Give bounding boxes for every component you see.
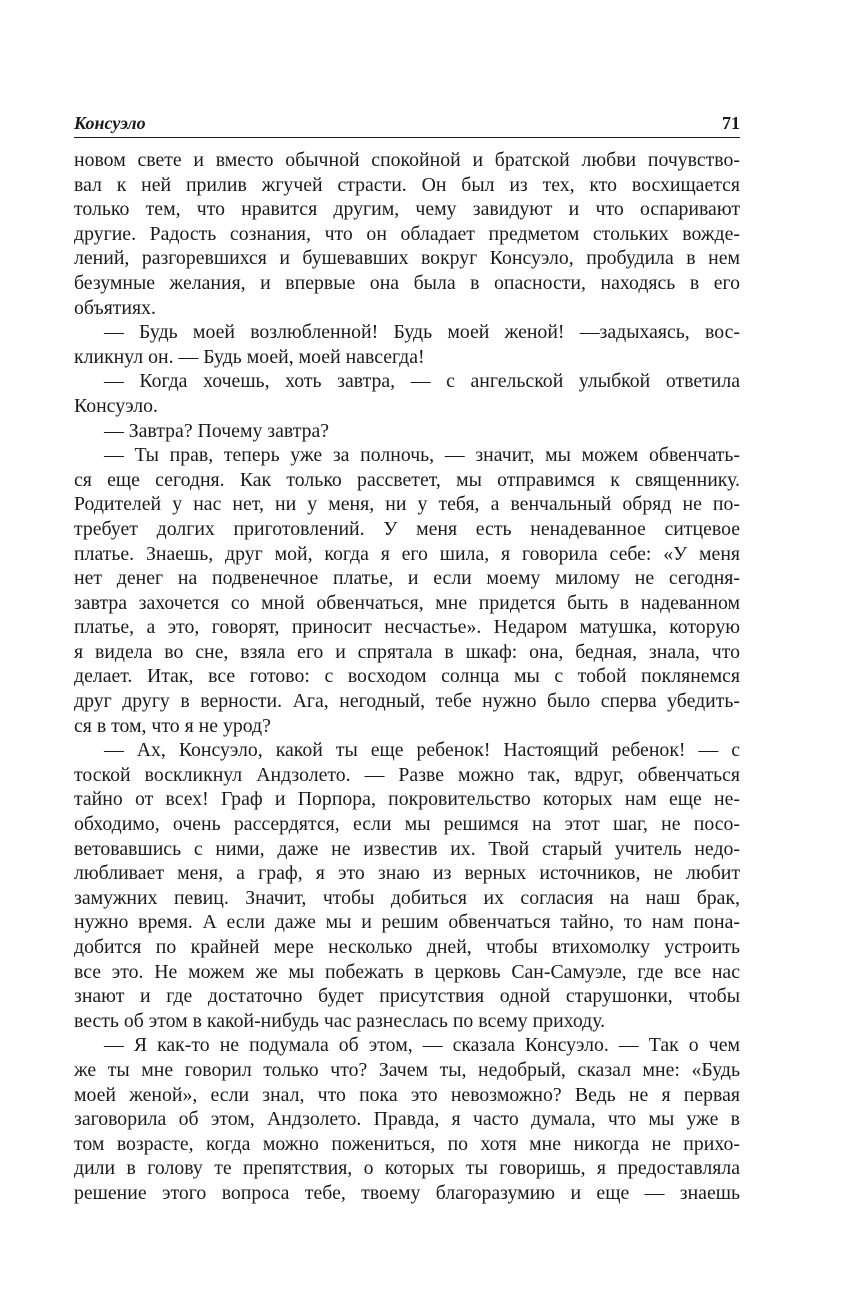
text-line: тоской воскликнул Андзолето. — Разве можно так, вдруг, обвенчаться bbox=[74, 763, 740, 786]
text-line: весть об этом в какой-нибудь час разнеслась по всему приходу. bbox=[74, 1009, 606, 1032]
body-text bbox=[74, 148, 740, 1206]
text-line: добится по крайней мере несколько дней, чтобы втихомолку устроить bbox=[74, 936, 740, 958]
text-line: другие. Радость сознания, что он обладает предметом стольких вожде- bbox=[74, 222, 740, 245]
text-line: любливает меня, а граф, я это знаю из верных источников, не любит bbox=[74, 862, 740, 885]
text-line: — Завтра? Почему завтра? bbox=[104, 419, 330, 442]
text-line: друг другу в верности. Ага, негодный, тебе нужно было сперва убедить- bbox=[74, 690, 740, 713]
book-page bbox=[74, 107, 740, 1206]
text-line: — Я как-то не подумала об этом, — сказала Консуэло. — Так о чем bbox=[104, 1034, 740, 1057]
text-line: том возрасте, когда можно пожениться, по хотя мне никогда не прихо- bbox=[74, 1132, 740, 1155]
text-line: Консуэло. bbox=[74, 394, 158, 417]
page-number: 71 bbox=[722, 113, 740, 133]
text-line: нет денег на подвенечное платье, и если моему милому не сегодня- bbox=[74, 567, 740, 590]
text-line: все это. Не можем же мы побежать в церковь Сан-Самуэле, где все нас bbox=[74, 960, 740, 983]
running-head bbox=[74, 107, 740, 138]
text-line: дили в голову те препятствия, о которых ты говоришь, я предоставляла bbox=[74, 1157, 740, 1180]
text-line: тайно от всех! Граф и Порпора, покровительство которых нам еще не- bbox=[74, 788, 740, 811]
text-line: решение этого вопроса тебе, твоему благоразумию и еще — знаешь bbox=[74, 1181, 740, 1204]
text-line: нужно время. А если даже мы и решим обвенчаться тайно, то нам пона- bbox=[74, 911, 740, 934]
text-line: делает. Итак, все готово: с восходом солнца мы с тобой поклянемся bbox=[74, 665, 740, 688]
text-line: безумные желания, и впервые она была в опасности, находясь в его bbox=[74, 271, 740, 294]
text-line: только тем, что нравится другим, чему завидуют и что оспаривают bbox=[74, 198, 740, 221]
text-line: ся еще сегодня. Как только рассветет, мы отправимся к священнику. bbox=[74, 468, 740, 491]
text-line: завтра захочется со мной обвенчаться, мне придется быть в надеванном bbox=[74, 591, 740, 614]
text-line: заговорила об этом, Андзолето. Правда, я часто думала, что мы уже в bbox=[74, 1108, 740, 1131]
text-line: платье, а это, говорят, приносит несчастье». Недаром матушка, которую bbox=[74, 616, 740, 639]
text-line: требует долгих приготовлений. У меня есть ненадеванное ситцевое bbox=[74, 517, 740, 540]
text-line: объятиях. bbox=[74, 296, 156, 319]
text-line: Родителей у нас нет, ни у меня, ни у тебя, а венчальный обряд не по- bbox=[74, 493, 740, 516]
text-line: — Ах, Консуэло, какой ты еще ребенок! Настоящий ребенок! — с bbox=[104, 739, 740, 762]
text-line: — Когда хочешь, хоть завтра, — с ангельской улыбкой ответила bbox=[104, 370, 740, 393]
text-line: же ты мне говорил только что? Зачем ты, недобрый, сказал мне: «Будь bbox=[74, 1058, 740, 1081]
text-line: ся в том, что я не урод? bbox=[74, 714, 271, 737]
text-line: лений, разгоревшихся и бушевавших вокруг Консуэло, пробудила в нем bbox=[74, 247, 740, 270]
text-line: — Будь моей возлюбленной! Будь моей женой! —задыхаясь, вос- bbox=[104, 321, 740, 344]
text-line: новом свете и вместо обычной спокойной и братской любви почувство- bbox=[74, 149, 740, 171]
text-line: вал к ней прилив жгучей страсти. Он был из тех, кто восхищается bbox=[74, 173, 740, 196]
text-line: замужних певиц. Значит, чтобы добиться их согласия на наш брак, bbox=[74, 886, 740, 909]
text-line: моей женой», если знал, что пока это невозможно? Ведь не я первая bbox=[74, 1083, 740, 1106]
text-line: обходимо, очень рассердятся, если мы решимся на этот шаг, не посо- bbox=[74, 813, 740, 836]
text-line: знают и где достаточно будет присутствия одной старушонки, чтобы bbox=[74, 985, 740, 1008]
text-line: ветовавшись с ними, даже не известив их. Твой старый учитель недо- bbox=[74, 837, 740, 860]
text-line: платье. Знаешь, друг мой, когда я его шила, я говорила себе: «У меня bbox=[74, 542, 740, 565]
running-head-title: Консуэло bbox=[74, 113, 146, 133]
text-line: я видела во сне, взяла его и спрятала в шкаф: она, бедная, знала, что bbox=[74, 640, 740, 663]
text-line: — Ты прав, теперь уже за полночь, — значит, мы можем обвенчать- bbox=[104, 444, 740, 467]
text-line: кликнул он. — Будь моей, моей навсегда! bbox=[74, 345, 425, 368]
